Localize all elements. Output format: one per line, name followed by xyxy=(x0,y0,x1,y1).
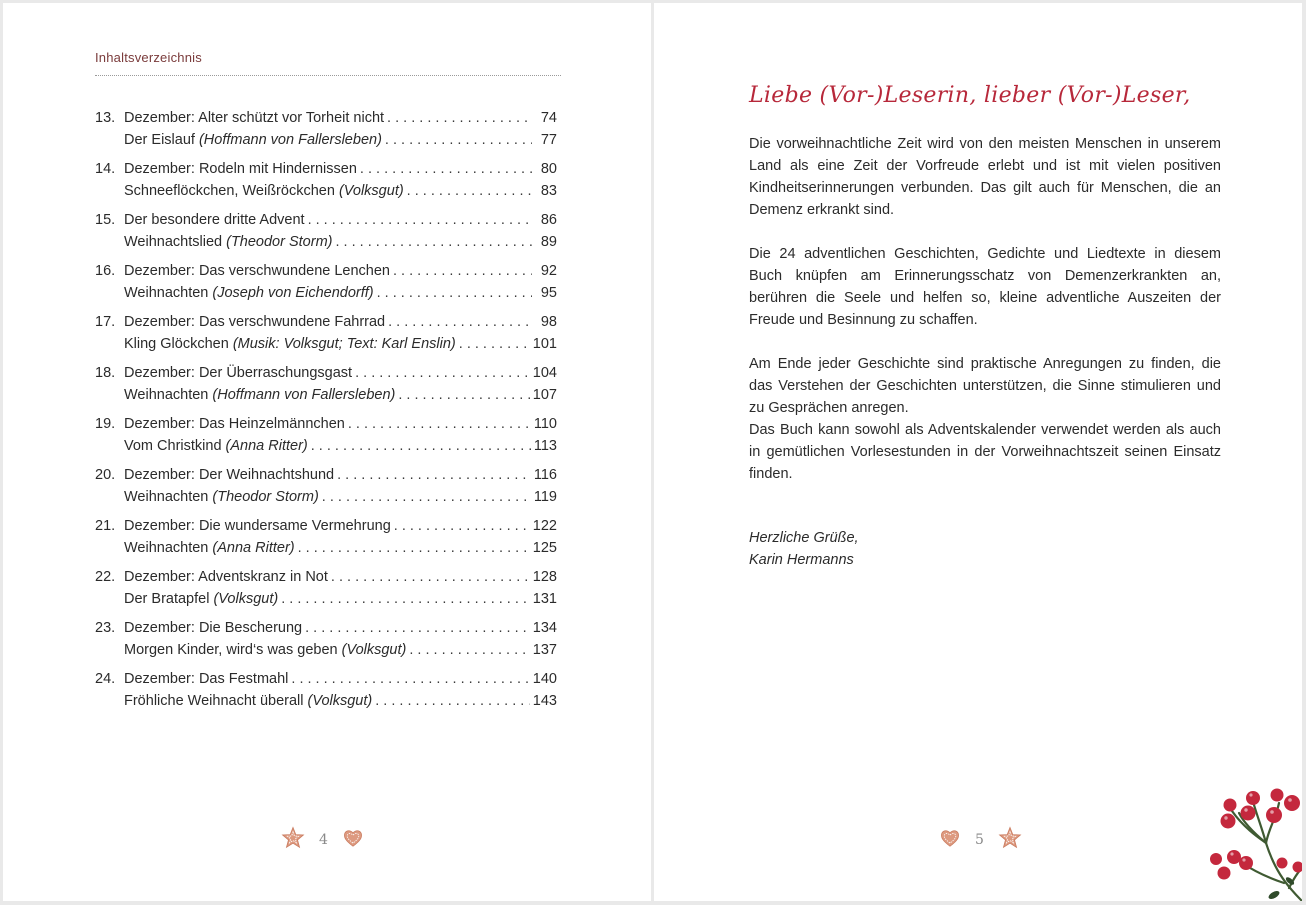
toc-entry xyxy=(95,669,557,712)
toc-poem-line xyxy=(95,181,557,203)
toc-poem-title xyxy=(124,232,332,254)
toc-poem-name: Weihnachten xyxy=(124,284,209,301)
toc-leader-dots xyxy=(291,669,529,691)
toc-number: 13. xyxy=(95,110,116,126)
toc-number: 18. xyxy=(95,365,116,381)
toc-number: 22. xyxy=(95,569,116,585)
toc-poem-line xyxy=(95,589,557,611)
toc-leader-dots xyxy=(394,516,530,538)
toc-chapter-title: Dezember: Das Heinzelmännchen xyxy=(124,416,345,432)
holly-berries-icon xyxy=(1194,783,1302,901)
toc-leader-dots xyxy=(407,181,532,203)
preface-paragraph: Die vorweihnachtliche Zeit wird von den meisten Menschen in unserem Land als eine Zeit der Vorfreude erlebt und ist mit vielen positiven Kindheitserinnerungen verbunden. Das gilt auch für Menschen, die an Demenz erkrankt sind. xyxy=(749,136,1221,218)
toc-poem-title xyxy=(124,130,382,152)
toc-chapter-line xyxy=(95,363,557,385)
toc-page-number: 74 xyxy=(540,110,557,126)
toc-chapter-line xyxy=(95,159,557,181)
toc-entry xyxy=(95,414,557,457)
toc-poem-title xyxy=(124,385,395,407)
toc-poem-author: (Hoffmann von Fallersleben) xyxy=(198,131,382,148)
toc-chapter-title: Dezember: Das Festmahl xyxy=(124,671,289,687)
toc-poem-title xyxy=(124,487,319,509)
signature-block xyxy=(749,527,859,571)
star-icon xyxy=(281,826,305,854)
toc-entry xyxy=(95,312,557,355)
toc-leader-dots xyxy=(375,691,530,713)
toc-poem-line xyxy=(95,130,557,152)
toc-poem-author: (Volksgut) xyxy=(338,182,404,199)
toc-poem-author: (Musik: Volksgut; Text: Karl Enslin) xyxy=(232,335,456,352)
toc-poem-name: Kling Glöckchen xyxy=(124,335,229,352)
toc-poem-line xyxy=(95,640,557,662)
toc-poem-author: (Volksgut) xyxy=(341,641,407,658)
toc-chapter-line xyxy=(95,669,557,691)
toc-poem-line xyxy=(95,538,557,560)
toc-poem-line xyxy=(95,232,557,254)
page-number: 5 xyxy=(975,832,984,848)
toc-chapter-title: Dezember: Die wundersame Vermehrung xyxy=(124,518,391,534)
toc-poem-name: Weihnachten xyxy=(124,386,209,403)
toc-leader-dots xyxy=(322,487,531,509)
toc-page-number: 125 xyxy=(532,539,557,556)
toc-chapter-title: Dezember: Der Überraschungsgast xyxy=(124,365,353,381)
toc-number: 21. xyxy=(95,518,116,534)
toc-leader-dots xyxy=(393,261,532,283)
toc-page-number: 116 xyxy=(533,467,557,483)
toc-page-number: 95 xyxy=(540,284,557,301)
toc-poem-title xyxy=(124,436,308,458)
toc-entry xyxy=(95,159,557,202)
toc-poem-author: (Theodor Storm) xyxy=(212,488,319,505)
toc-poem-line xyxy=(95,283,557,305)
toc-poem-author: (Hoffmann von Fallersleben) xyxy=(212,386,396,403)
toc-number: 14. xyxy=(95,161,116,177)
toc-poem-title xyxy=(124,181,404,203)
table-of-contents xyxy=(95,108,557,720)
toc-poem-title xyxy=(124,334,456,356)
left-page-footer xyxy=(281,826,364,854)
toc-page-number: 134 xyxy=(532,620,557,636)
toc-number: 15. xyxy=(95,212,116,228)
toc-chapter-line xyxy=(95,108,557,130)
toc-poem-title xyxy=(124,691,372,713)
left-page xyxy=(3,3,651,901)
toc-leader-dots xyxy=(355,363,530,385)
toc-poem-author: (Anna Ritter) xyxy=(225,437,308,454)
toc-poem-line xyxy=(95,691,557,713)
toc-page-number: 80 xyxy=(540,161,557,177)
toc-chapter-title: Dezember: Das verschwundene Lenchen xyxy=(124,263,390,279)
toc-poem-line xyxy=(95,334,557,356)
toc-leader-dots xyxy=(377,283,532,305)
toc-number: 20. xyxy=(95,467,116,483)
right-page-footer xyxy=(939,826,1022,854)
toc-page-number: 107 xyxy=(532,386,557,403)
toc-poem-name: Der Bratapfel xyxy=(124,590,210,607)
closing-text: Herzliche Grüße, xyxy=(749,530,859,546)
toc-leader-dots xyxy=(398,385,529,407)
toc-leader-dots xyxy=(335,232,532,254)
preface-paragraph: Das Buch kann sowohl als Adventskalender verwendet werden als auch in gemütlichen Vorlesestunden in der Vorweihnachtszeit seinen Einsatz finden. xyxy=(749,422,1221,482)
toc-chapter-line xyxy=(95,261,557,283)
toc-number: 17. xyxy=(95,314,116,330)
toc-chapter-title: Dezember: Das verschwundene Fahrrad xyxy=(124,314,386,330)
toc-page-number: 110 xyxy=(533,416,557,432)
author-name: Karin Hermanns xyxy=(749,552,854,568)
toc-chapter-title: Dezember: Rodeln mit Hindernissen xyxy=(124,161,357,177)
right-page xyxy=(654,3,1302,901)
star-icon xyxy=(998,826,1022,854)
toc-poem-name: Weihnachten xyxy=(124,539,209,556)
toc-poem-title xyxy=(124,283,374,305)
toc-number: 24. xyxy=(95,671,116,687)
preface-paragraph: Die 24 adventlichen Geschichten, Gedichte und Liedtexte in diesem Buch knüpfen am Erinnerungsschatz von Demenzerkrankten an, berühren die Seele und helfen so, kleine adventliche Auszeiten der Freude und Besinnung zu schaffen. xyxy=(749,246,1221,328)
toc-entry xyxy=(95,210,557,253)
toc-chapter-line xyxy=(95,210,557,232)
greeting-heading: Liebe (Vor-)Leserin, lieber (Vor-)Leser, xyxy=(749,83,1191,108)
toc-entry xyxy=(95,465,557,508)
toc-leader-dots xyxy=(409,640,529,662)
toc-chapter-title: Dezember: Alter schützt vor Torheit nicht xyxy=(124,110,385,126)
toc-leader-dots xyxy=(348,414,531,436)
toc-number: 16. xyxy=(95,263,116,279)
toc-entry xyxy=(95,618,557,661)
toc-leader-dots xyxy=(388,312,532,334)
toc-chapter-line xyxy=(95,414,557,436)
toc-page-number: 122 xyxy=(532,518,557,534)
toc-leader-dots xyxy=(337,465,531,487)
toc-page-number: 137 xyxy=(532,641,557,658)
toc-poem-name: Weihnachtslied xyxy=(124,233,223,250)
toc-poem-name: Weihnachten xyxy=(124,488,209,505)
toc-chapter-line xyxy=(95,516,557,538)
toc-chapter-line xyxy=(95,567,557,589)
page-number: 4 xyxy=(319,832,328,848)
toc-poem-name: Schneeflöckchen, Weißröckchen xyxy=(124,182,335,199)
toc-poem-name: Fröhliche Weihnacht überall xyxy=(124,692,304,709)
toc-poem-name: Der Eislauf xyxy=(124,131,195,148)
toc-poem-line xyxy=(95,487,557,509)
toc-page-number: 86 xyxy=(540,212,557,228)
toc-page-number: 131 xyxy=(532,590,557,607)
toc-poem-author: (Theodor Storm) xyxy=(226,233,333,250)
running-header: Inhaltsverzeichnis xyxy=(95,50,202,65)
toc-leader-dots xyxy=(308,210,532,232)
toc-poem-author: (Volksgut) xyxy=(307,692,373,709)
toc-page-number: 89 xyxy=(540,233,557,250)
toc-entry xyxy=(95,261,557,304)
toc-page-number: 113 xyxy=(533,437,557,454)
preface-paragraph: Am Ende jeder Geschichte sind praktische Anregungen zu finden, die das Verstehen der Geschichten unterstützen, die Sinne stimulieren und zu Gesprächen anregen. xyxy=(749,356,1221,416)
toc-page-number: 143 xyxy=(532,692,557,709)
toc-poem-author: (Anna Ritter) xyxy=(212,539,295,556)
toc-chapter-line xyxy=(95,465,557,487)
toc-chapter-line xyxy=(95,618,557,640)
toc-page-number: 101 xyxy=(532,335,557,352)
toc-number: 23. xyxy=(95,620,116,636)
toc-page-number: 128 xyxy=(532,569,557,585)
toc-poem-title xyxy=(124,640,406,662)
toc-leader-dots xyxy=(281,589,530,611)
toc-number: 19. xyxy=(95,416,116,432)
toc-entry xyxy=(95,363,557,406)
toc-chapter-title: Der besondere dritte Advent xyxy=(124,212,305,228)
toc-leader-dots xyxy=(311,436,531,458)
toc-leader-dots xyxy=(360,159,532,181)
toc-chapter-title: Dezember: Adventskranz in Not xyxy=(124,569,328,585)
toc-entry xyxy=(95,567,557,610)
toc-leader-dots xyxy=(459,334,530,356)
toc-leader-dots xyxy=(305,618,530,640)
toc-poem-author: (Joseph von Eichendorff) xyxy=(212,284,374,301)
toc-page-number: 119 xyxy=(533,488,557,505)
toc-poem-line xyxy=(95,385,557,407)
toc-page-number: 83 xyxy=(540,182,557,199)
toc-chapter-line xyxy=(95,312,557,334)
toc-chapter-title: Dezember: Die Bescherung xyxy=(124,620,303,636)
toc-poem-title xyxy=(124,589,278,611)
toc-chapter-title: Dezember: Der Weihnachtshund xyxy=(124,467,335,483)
heart-icon xyxy=(342,827,364,853)
header-divider xyxy=(95,75,561,76)
toc-entry xyxy=(95,108,557,151)
toc-poem-author: (Volksgut) xyxy=(213,590,279,607)
toc-page-number: 92 xyxy=(540,263,557,279)
toc-leader-dots xyxy=(298,538,530,560)
toc-page-number: 140 xyxy=(532,671,557,687)
toc-leader-dots xyxy=(331,567,530,589)
toc-leader-dots xyxy=(385,130,532,152)
toc-page-number: 104 xyxy=(532,365,557,381)
toc-page-number: 77 xyxy=(540,131,557,148)
preface-text xyxy=(749,133,1221,507)
toc-poem-line xyxy=(95,436,557,458)
toc-poem-title xyxy=(124,538,295,560)
toc-entry xyxy=(95,516,557,559)
toc-leader-dots xyxy=(387,108,532,130)
toc-poem-name: Morgen Kinder, wird‘s was geben xyxy=(124,641,338,658)
toc-page-number: 98 xyxy=(540,314,557,330)
heart-icon xyxy=(939,827,961,853)
toc-poem-name: Vom Christkind xyxy=(124,437,222,454)
